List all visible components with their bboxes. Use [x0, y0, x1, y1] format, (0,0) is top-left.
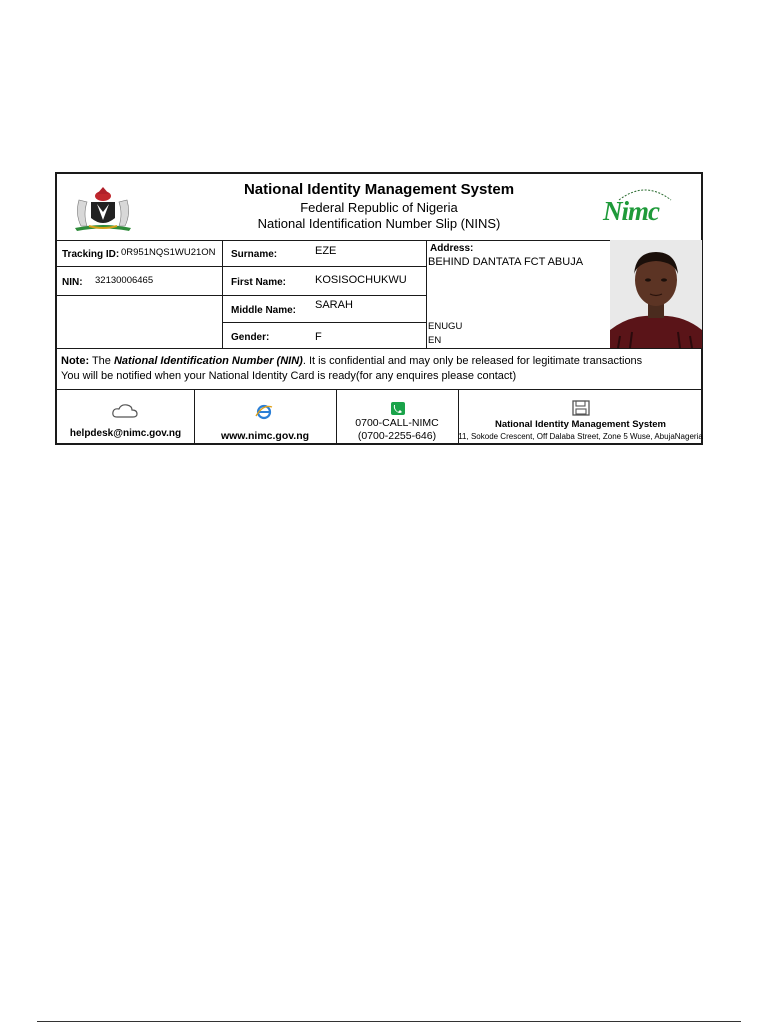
- office-name: National Identity Management System: [494, 419, 667, 430]
- details-grid: [57, 240, 701, 349]
- website-cell: [194, 390, 336, 445]
- first-name-label: First Name:: [231, 277, 287, 288]
- note-text-a: The: [89, 355, 114, 367]
- address-value: BEHIND DANTATA FCT ABUJA: [428, 256, 584, 268]
- middle-name-label: Middle Name:: [231, 305, 297, 316]
- slip-header: [57, 174, 701, 241]
- floppy-disk-icon: [572, 400, 590, 416]
- slip-name: National Identification Number Slip (NINS): [257, 216, 501, 231]
- note-prefix: Note:: [61, 355, 90, 367]
- confidentiality-note: [57, 349, 701, 390]
- gender-label: Gender:: [231, 332, 270, 343]
- website-link: www.nimc.gov.ng: [220, 430, 310, 442]
- page-title: National Identity Management System: [243, 181, 515, 198]
- note-line-1: [61, 355, 642, 367]
- note-line-2: You will be notified when your National Identity Card is ready(for any enquires please contact): [61, 370, 517, 382]
- office-cell: [458, 390, 703, 445]
- tracking-id-value: 0R951NQS1WU21ON: [121, 247, 216, 258]
- address-label: Address:: [430, 243, 474, 254]
- office-address: 11, Sokode Crescent, Off Dalaba Street, Zone 5 Wuse, AbujaNageria: [458, 432, 703, 441]
- surname-label: Surname:: [231, 249, 278, 260]
- tracking-id-label: Tracking ID:: [62, 249, 120, 260]
- page-bottom-rule: [37, 1021, 741, 1022]
- country-name: Federal Republic of Nigeria: [300, 200, 458, 215]
- state-value: ENUGU: [428, 321, 463, 332]
- surname-value: EZE: [315, 245, 337, 257]
- nimc-logo: [597, 184, 689, 230]
- first-name-value: KOSISOCHUKWU: [315, 274, 407, 286]
- phone-cell: [336, 390, 458, 445]
- phone-number-digits: (0700-2255-646): [357, 430, 437, 442]
- nin-label: NIN:: [62, 277, 83, 288]
- contact-footer: [57, 390, 701, 445]
- cloud-icon: [111, 403, 139, 419]
- note-text-b: . It is confidential and may only be released for legitimate transactions: [302, 355, 643, 367]
- phone-icon: [391, 402, 405, 415]
- internet-explorer-icon: [255, 404, 273, 420]
- lga-value: EN: [428, 335, 442, 346]
- nimc-logo-text: Nimc: [603, 196, 659, 226]
- gender-value: F: [315, 331, 322, 343]
- note-emphasis: National Identification Number (NIN): [113, 355, 303, 367]
- passport-photo: [610, 240, 702, 348]
- helpdesk-email: helpdesk@nimc.gov.ng: [69, 428, 182, 439]
- nin-value: 32130006465: [95, 275, 154, 286]
- nin-slip: [55, 172, 703, 445]
- middle-name-value: SARAH: [315, 299, 353, 311]
- email-cell: [57, 390, 194, 445]
- phone-number: 0700-CALL-NIMC: [355, 417, 439, 429]
